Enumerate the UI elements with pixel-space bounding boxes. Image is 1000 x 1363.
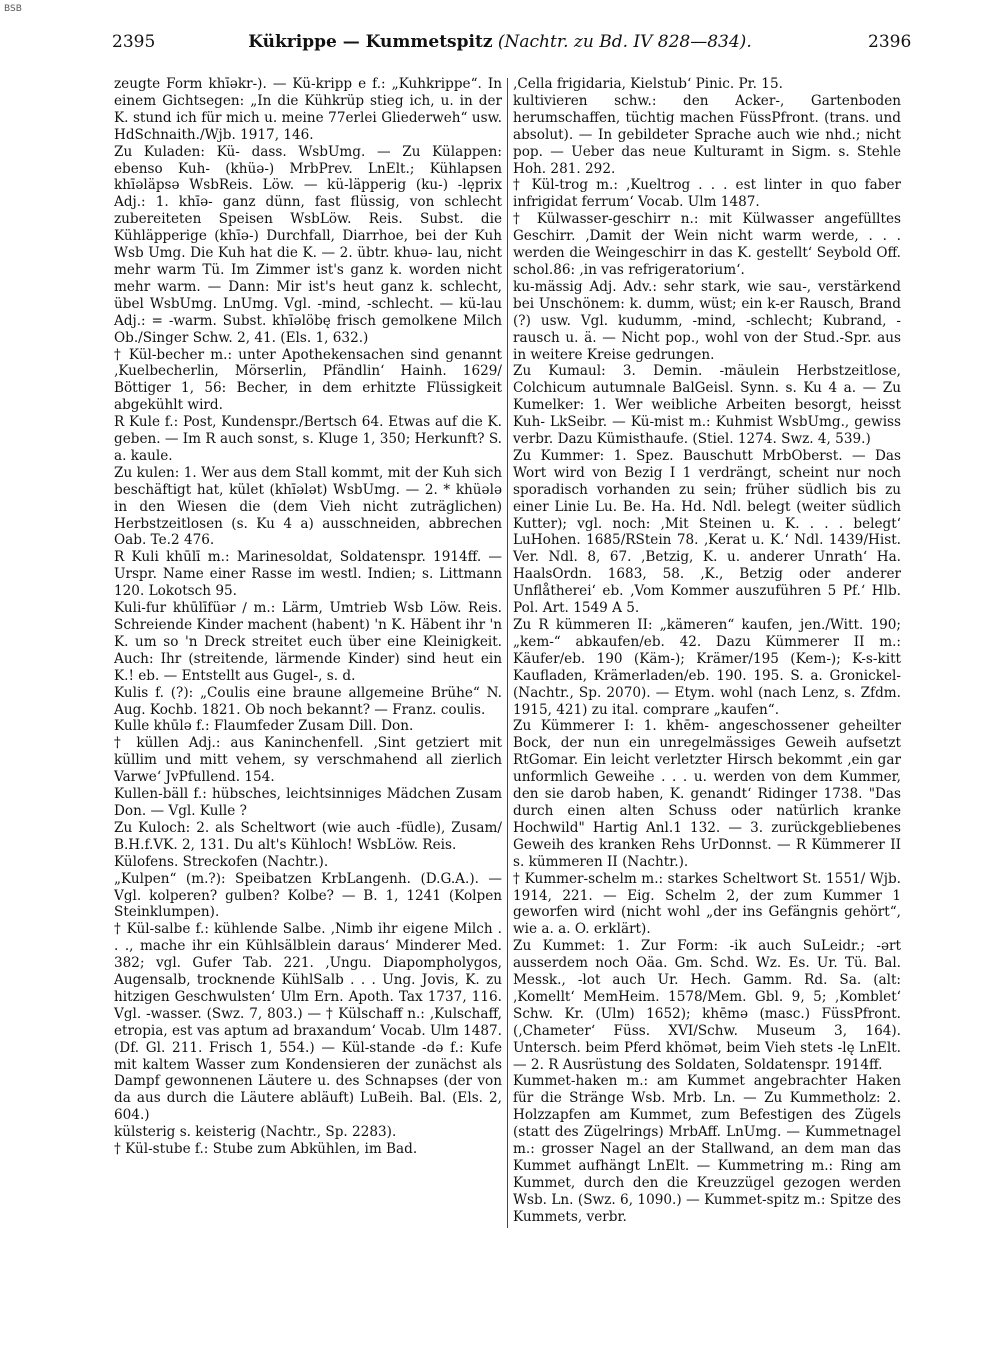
entry-ku-maessig: ku-mässig Adj. Adv.: sehr stark, wie sau-, verstärkend bei Unschönem: k. dumm, wüst; ein k-er Rausch, Brand (?) usw. Vgl. kudumm, -mind, -schlecht; Kubrand, -rausch u. ä. — Nicht pop., wohl von der Stud.-Spr. aus in weitere Kreise gedrungen. xyxy=(513,278,901,363)
running-head-note: (Nachtr. zu Bd. IV 828—834). xyxy=(497,32,752,52)
entry-kuemmerer: Zu Kümmerer I: 1. khēm- angeschossener geheilter Bock, der nun ein unregelmässiges Geweih aufsetzt RtGomar. Ein leicht verletzter Hirsch bekommt ‚ein gar unformlich Geweihe . . . u. werden von dem Kummer, den sie darob haben, K. genandt‘ Ridinger 1738. "Das durch einen alten Schuss oder natürlich kranke Hochwild" Hartig Anl.1 132. — 3. zurückgebliebenes Geweih des kranken Rehs UrDonnst. — R Kümmerer II s. kümmeren II (Nachtr.). xyxy=(513,718,901,870)
entry-kule: R Kule f.: Post, Kundenspr./Bertsch 64. Etwas auf die K. geben. — Im R auch sonst, s. Kluge 1, 350; Herkunft? S. a. kaule. xyxy=(114,414,502,464)
entry-kuloch: Zu Kuloch: 2. als Scheltwort (wie auch -füdle), Zusam/ B.H.f.VK. 2, 131. Du alt's Kühloch! WsbLöw. Reis. xyxy=(114,819,502,853)
entry-kuelofen: Külofens. Streckofen (Nachtr.). xyxy=(114,853,329,870)
entry-kuemmeren: Zu R kümmeren II: „kämeren“ kaufen, jen./Witt. 190; „kem-“ abkaufen/eb. 42. Dazu Kümmerer II m.: Käufer/eb. 190 (Käm-); Krämer/195 (Kem-); K-s-kitt Kaufladen, Krämerladen/eb. 190. 195. S. a. Gronickel- (Nachtr., Sp. 2070). — Etym. wohl (nach Lenz, s. Zfdm. 1915, 421) zu ital. comprare „kaufen“. xyxy=(513,617,901,718)
entry-kummer: Zu Kummer: 1. Spez. Bauschutt MrbOberst. — Das Wort wird von Bezig I 1 verdrängt, scheint nur noch sporadisch vorhanden zu sein; früher südlich bis zu einer Linie Lu. Be. Ha. Hd. Ndl. belegt (weiter südlich Kutter); vgl. noch: ‚Mit Steinen u. K. . . . belegt‘ LuHohen. 1685/RStein 78. ‚Kerat u. K.‘ Ndl. 1439/Hist. Ver. Ndl. 8, 67. ‚Betzig, K. u. anderer Unrath‘ Ha. HaalsOrdn. 1683, 58. ‚K., Betzig oder anderer Unflåtherei‘ eb. ‚Vom Kommer auszuführen 5 Pf.‘ Hlb. Pol. Art. 1549 A 5. xyxy=(513,447,901,617)
entry-kuel-salbe: † Kül-salbe f.: kühlende Salbe. ‚Nimb ihr eigene Milch . . ., mache ihr ein Kühlsälblein daraus‘ Minderer Med. 382; vgl. Gufer Tab. 221. ‚Ungu. Diapompholygos, Augensalb, trocknende KühlSalb . . . Ung. Jovis, K. zu hitzigen Geschwulsten‘ Ulm Ern. Apoth. Tax 1737, 116. Vgl. -wasser. (Swz. 7, 803.) — † Külschaff n.: ‚Kulschaff, etropia, est vas aptum ad braxandum‘ Vocab. Ulm 1487. (Df. Gl. 211. Frisch 1, 554.) — Kül-stande -də f.: Kufe mit kaltem Wasser zum Kondensieren der zunächst als Dampf gewonnenen Läutere u. des Schnapses (der von da aus durch die Läutere abläuft) LuBeih. Bal. (Els. 2, 604.) xyxy=(114,921,502,1124)
entry-kullen-baell: Kullen-bäll f.: hübsches, leichtsinniges Mädchen Zusam Don. — Vgl. Kulle ? xyxy=(114,786,502,819)
entry-kulen: Zu kulen: 1. Wer aus dem Stall kommt, mit der Kuh sich beschäftigt hat, kület (khīələt) WsbUmg. — 2. * khüələ in den Wiesen die (dem Vieh nicht zuträglichen) Herbstzeitlosen (s. Ku 4 a) ausschneiden, abbrechen Oab. Te.2 476. xyxy=(114,464,502,549)
page-header xyxy=(0,32,1000,56)
entry-kuelwasser-geschirr: † Külwasser-geschirr n.: mit Külwasser angefülltes Geschirr. ‚Damit der Wein nicht warm werde, . . . werden die Weingeschirr in das K. gestellt‘ Seybold Off. schol.86: ‚in vas refrigeratorium‘. xyxy=(513,211,901,278)
running-head-headwords: Kükrippe — Kummetspitz xyxy=(248,32,493,52)
entry-kuellen: † küllen Adj.: aus Kaninchenfell. ‚Sint getziert mit küllim und mitt vehem, sy verschmahend all zierlich Varwe‘ JvPfullend. 154. xyxy=(114,735,502,786)
left-column xyxy=(114,76,502,1158)
library-stamp: BSB xyxy=(4,4,22,14)
column-divider xyxy=(507,78,508,1228)
entry-kummet-haken: Kummet-haken m.: am Kummet angebrachter Haken für die Stränge Wsb. Mrb. Ln. — Zu Kummetholz: 2. Holzzapfen am Kummet, zum Befestigen des Zügels (statt des Zügelrings) MrbAff. LnUmg. — Kummetnagel m.: grosser Nagel an der Stallwand, an dem man das Kummet aufhängt LnElt. — Kummetring m.: Ring am Kummet, durch den die Kreuzzügel gezogen werden Wsb. Ln. (Swz. 6, 1090.) — Kummet-spitz m.: Spitze des Kummets, verbr. xyxy=(513,1073,901,1225)
entry-kuel-stube: † Kül-stube f.: Stube zum Abkühlen, im Bad. xyxy=(114,1141,418,1158)
entry-kumaul: Zu Kumaul: 3. Demin. -mäulein Herbstzeitlose, Colchicum autumnale BalGeisl. Synn. s. Ku 4 a. — Zu Kumelker: 1. Wer weibliche Arbeiten besorgt, heisst Kuh- LkSeibr. — Kü-mist m.: Kuhmist WsbUmg., gewiss verbr. Dazu Kümisthaufe. (Stiel. 1274. Swz. 4, 539.) xyxy=(513,363,901,448)
entry-kuekrippe: zeugte Form khīəkr-). — Kü-kripp e f.: „Kuhkrippe“. In einem Gichtsegen: „In die Kühkrüp stieg ich, u. in der K. stund ich für mich u. meine 77erlei Gliederweh“ usw. HdSchnaith./Wjb. 1917, 146. xyxy=(114,76,502,143)
running-head xyxy=(0,32,1000,52)
entry-kulle: Kulle khūlə f.: Flaumfeder Zusam Dill. Don. xyxy=(114,718,414,735)
page-number-right: 2396 xyxy=(868,32,912,52)
entry-kuel-trog: † Kül-trog m.: ‚Kueltrog . . . est linter in quo faber infrigidat ferrum‘ Vocab. Ulm 1487. xyxy=(513,177,901,211)
right-column xyxy=(513,76,901,1226)
entry-kuli: R Kuli khūlī m.: Marinesoldat, Soldatenspr. 1914ff. — Urspr. Name einer Rasse im westl. Indien; s. Littmann 120. Lokotsch 95. xyxy=(114,549,502,600)
entry-kuel-becher: † Kül-becher m.: unter Apothekensachen sind genannt ‚Kuelbecherlin, Mörserlin, Pfändlin‘ Hainh. 1629/ Böttiger 1, 56: Becher, in dem erhitzte Flüssigkeit abgekühlt wird. xyxy=(114,346,502,414)
entry-kuladen: Zu Kuladen: Kü- dass. WsbUmg. — Zu Külappen: ebenso Kuh- (khüə-) MrbPrev. LnElt.; Kühlapsen khīəläpsə WsbReis. Löw. — kü-läpperig (ku-) -lęprix Adj.: 1. khīə- ganz dünn, fast flüssig, von schlecht zubereiteten Speisen WsbLöw. Reis. Subst. die Kühläpperige (khīə-) Durchfall, Diarrhoe, bei der Kuh Wsb Umg. Die Kuh hat die K. — 2. übtr. khuə- lau, nicht mehr warm Tü. Im Zimmer ist's ganz k. worden nicht mehr warm. — Dann: Mir ist's heut ganz k. schlecht, übel WsbUmg. LnUmg. Vgl. -mind, -schlecht. — kü-lau Adj.: = -warm. Subst. khīəlöbę frisch gemolkene Milch Ob./Singer Schw. 2, 41. (Els. 1, 632.) xyxy=(114,143,502,346)
entry-kultivieren: kultivieren schw.: den Acker-, Gartenboden herumschaffen, tüchtig machen FüssPfront. (trans. und absolut). — In gebildeter Sprache auch wie nhd.; nicht pop. — Ueber das neue Kulturamt in Sigm. s. Stehle Hoh. 281. 292. xyxy=(513,92,901,177)
entry-kuli-fur: Kuli-fur khūlīfüər ∕ m.: Lärm, Umtrieb Wsb Löw. Reis. Schreiende Kinder machent (habent) 'n K. Häbent ihr 'n K. um so 'n Dreck streitet euch über eine Kleinigkeit. Auch: Ihr (streitende, lärmende Kinder) sind heut ein K.! eb. — Entstellt aus Gugel-, s. d. xyxy=(114,600,502,684)
entry-kuelsterig: külsterig s. keisterig (Nachtr., Sp. 2283). xyxy=(114,1124,397,1141)
entry-kulis: Kulis f. (?): „Coulis eine braune allgemeine Brühe“ N. Aug. Kochb. 1821. Ob noch bekannt? — Franz. coulis. xyxy=(114,684,502,718)
page-number-left: 2395 xyxy=(112,32,156,52)
entry-kulpen: „Kulpen“ (m.?): Speibatzen KrbLangenh. (D.G.A.). — Vgl. kolperen? gulben? Kolbe? — B. 1, 1241 (Kolpen Steinklumpen). xyxy=(114,870,502,921)
entry-kummet: Zu Kummet: 1. Zur Form: -ik auch SuLeidr.; -ərt ausserdem noch Oäa. Gm. Schd. Wz. Es. Ur. Tü. Bal. Messk., -lot auch Ur. Hech. Gamm. Rd. Sa. (alt: ‚Komellt‘ MemHeim. 1578/Mem. Gbl. 9, 5; ‚Komblet‘ Schw. Kr. (Ulm) 1652); khēmə (masc.) FüssPfront. (‚Chameter‘ Füss. XVI/Schw. Museum 3, 164). Untersch. beim Pferd khömət, beim Vieh stets -lę LnElt. — 2. R Ausrüstung des Soldaten, Soldatenspr. 1914ff. xyxy=(513,938,901,1073)
entry-kuel-stube-cont: ‚Cella frigidaria, Kielstub‘ Pinic. Pr. 15. xyxy=(513,76,783,92)
entry-kummer-schelm: † Kummer-schelm m.: starkes Scheltwort St. 1551/ Wjb. 1914, 221. — Eig. Schelm 2, der zum Kummer 1 geworfen wird (nicht wohl „der ins Gefängnis gehört“, wie a. a. O. erklärt). xyxy=(513,870,901,938)
